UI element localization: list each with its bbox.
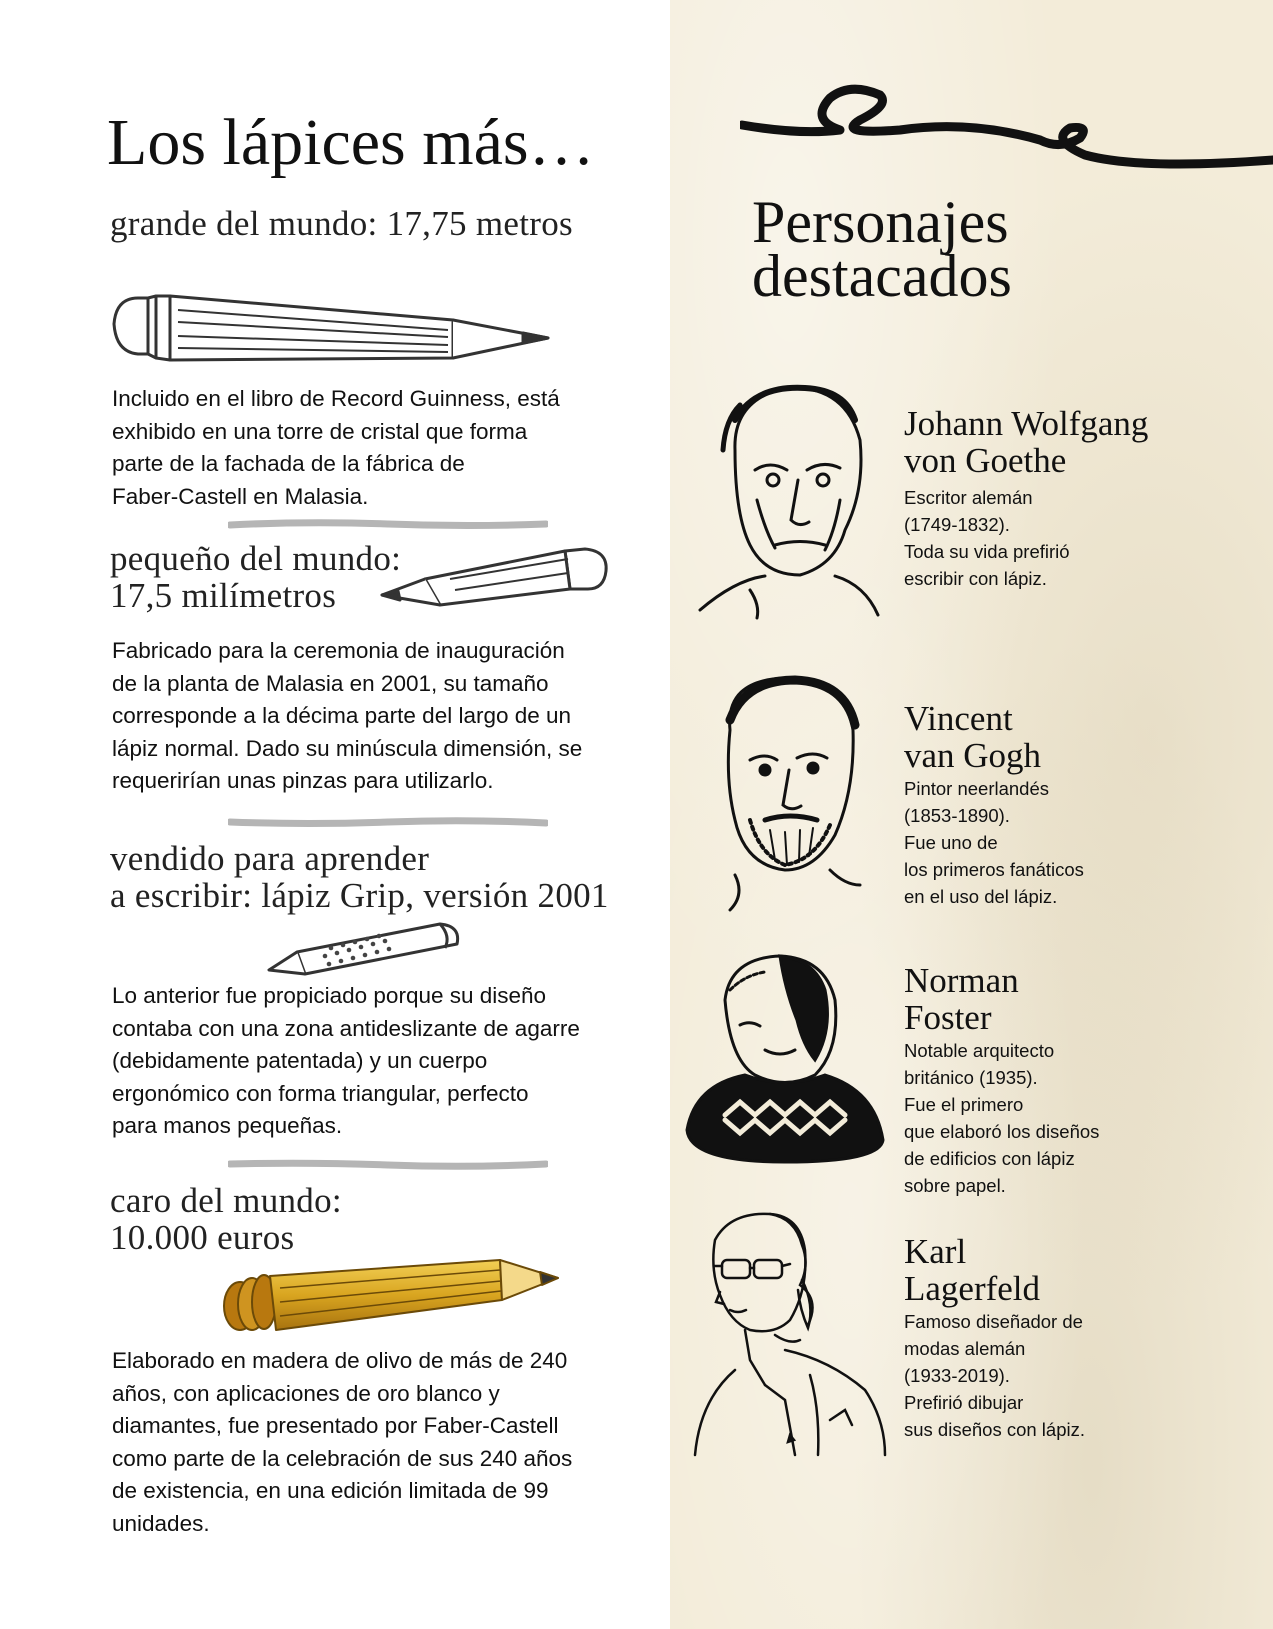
foster-portrait-icon	[685, 950, 885, 1165]
body-line: lápiz normal. Dado su minúscula dimensión, se	[112, 735, 583, 761]
section-best-selling-title	[110, 840, 609, 914]
person-goethe-desc	[904, 484, 1174, 592]
divider	[228, 816, 548, 828]
ink-swirl-icon	[740, 80, 1273, 180]
person-desc-line: Escritor alemán	[904, 487, 1033, 508]
person-name-line: Johann Wolfgang	[904, 404, 1149, 443]
divider	[228, 518, 548, 530]
section-smallest-title-line: 17,5 milímetros	[110, 576, 337, 615]
section-most-expensive-title	[110, 1182, 342, 1256]
body-line: (debidamente patentada) y un cuerpo	[112, 1048, 488, 1073]
gold-pencil-icon	[220, 1250, 560, 1335]
body-line: exhibido en una torre de cristal que forma	[112, 418, 528, 444]
giant-pencil-icon	[108, 290, 558, 370]
body-line: diamantes, fue presentado por Faber-Castell	[112, 1413, 559, 1438]
person-desc-line: escribir con lápiz.	[904, 568, 1047, 589]
person-desc-line: Prefirió dibujar	[904, 1392, 1024, 1413]
body-line: como parte de la celebración de sus 240 años	[112, 1445, 573, 1471]
section-most-expensive-title-line: caro del mundo:	[110, 1181, 342, 1220]
person-desc-line: Toda su vida prefirió	[904, 541, 1070, 562]
section-most-expensive-title-line: 10.000 euros	[110, 1218, 295, 1257]
body-line: de la planta de Malasia en 2001, su tamaño	[112, 670, 549, 696]
person-foster-name	[904, 962, 1019, 1036]
page-title: Los lápices más…	[107, 106, 595, 179]
tiny-pencil-icon	[380, 545, 620, 610]
body-line: corresponde a la décima parte del largo de un	[112, 703, 572, 728]
person-lagerfeld-desc	[904, 1308, 1174, 1443]
person-desc-line: de edificios con lápiz	[904, 1148, 1075, 1169]
person-goethe-name	[904, 405, 1148, 479]
divider	[228, 1158, 548, 1170]
section-smallest-title-line: pequeño del mundo:	[110, 539, 402, 578]
person-desc-line: británico (1935).	[904, 1067, 1038, 1088]
person-name-line: Norman	[904, 961, 1019, 1000]
person-foster-desc	[904, 1037, 1174, 1199]
person-desc-line: Famoso diseñador de	[904, 1311, 1083, 1332]
person-name-line: Lagerfeld	[904, 1269, 1041, 1308]
body-line: parte de la fachada de la fábrica de	[112, 451, 465, 476]
personajes-title	[752, 189, 1012, 309]
section-largest-title	[110, 205, 573, 242]
body-line: ergonómico con forma triangular, perfecto	[112, 1080, 529, 1106]
personajes-title-line: destacados	[752, 243, 1012, 309]
body-line: contaba con una zona antideslizante de agarre	[112, 1015, 580, 1041]
body-line: para manos pequeñas.	[112, 1113, 343, 1138]
person-desc-line: sobre papel.	[904, 1175, 1006, 1196]
van-gogh-portrait-icon	[705, 670, 865, 915]
body-line: Fabricado para la ceremonia de inauguración	[112, 638, 565, 663]
section-best-selling-title-line: a escribir: lápiz Grip, versión 2001	[110, 876, 609, 915]
person-van-gogh-desc	[904, 775, 1174, 910]
lagerfeld-portrait-icon	[690, 1210, 890, 1460]
person-desc-line: Notable arquitecto	[904, 1040, 1055, 1061]
person-desc-line: modas alemán	[904, 1338, 1026, 1359]
section-smallest-body	[112, 635, 652, 798]
personajes-title-line: Personajes	[752, 189, 1009, 255]
person-desc-line: los primeros fanáticos	[904, 859, 1084, 880]
person-van-gogh-name	[904, 700, 1041, 774]
person-desc-line: (1853-1890).	[904, 805, 1010, 826]
person-desc-line: Fue el primero	[904, 1094, 1024, 1115]
person-desc-line: sus diseños con lápiz.	[904, 1419, 1085, 1440]
section-most-expensive-body	[112, 1345, 652, 1540]
person-desc-line: (1933-2019).	[904, 1365, 1010, 1386]
person-name-line: Foster	[904, 998, 992, 1037]
section-largest-body	[112, 383, 652, 513]
section-best-selling-title-line: vendido para aprender	[110, 839, 430, 878]
body-line: requerirían unas pinzas para utilizarlo.	[112, 768, 494, 793]
person-desc-line: Pintor neerlandés	[904, 778, 1050, 799]
person-desc-line: Fue uno de	[904, 832, 998, 853]
person-desc-line: en el uso del lápiz.	[904, 886, 1058, 907]
body-line: unidades.	[112, 1510, 210, 1536]
person-name-line: Karl	[904, 1232, 967, 1271]
section-largest-title-line: grande del mundo: 17,75 metros	[110, 204, 573, 243]
person-name-line: van Gogh	[904, 736, 1042, 775]
body-line: años, con aplicaciones de oro blanco y	[112, 1380, 500, 1406]
body-line: de existencia, en una edición limitada de 99	[112, 1478, 549, 1503]
person-name-line: Vincent	[904, 699, 1013, 738]
person-desc-line: que elaboró los diseños	[904, 1121, 1100, 1142]
person-name-line: von Goethe	[904, 441, 1067, 480]
body-line: Faber-Castell en Malasia.	[112, 483, 369, 509]
body-line: Incluido en el libro de Record Guinness, está	[112, 386, 560, 411]
goethe-portrait-icon	[695, 380, 880, 620]
grip-pencil-icon	[265, 918, 465, 980]
section-best-selling-body	[112, 980, 652, 1143]
person-desc-line: (1749-1832).	[904, 514, 1010, 535]
body-line: Elaborado en madera de olivo de más de 240	[112, 1348, 568, 1373]
section-smallest-title	[110, 540, 401, 614]
person-lagerfeld-name	[904, 1233, 1040, 1307]
body-line: Lo anterior fue propiciado porque su diseño	[112, 983, 547, 1008]
